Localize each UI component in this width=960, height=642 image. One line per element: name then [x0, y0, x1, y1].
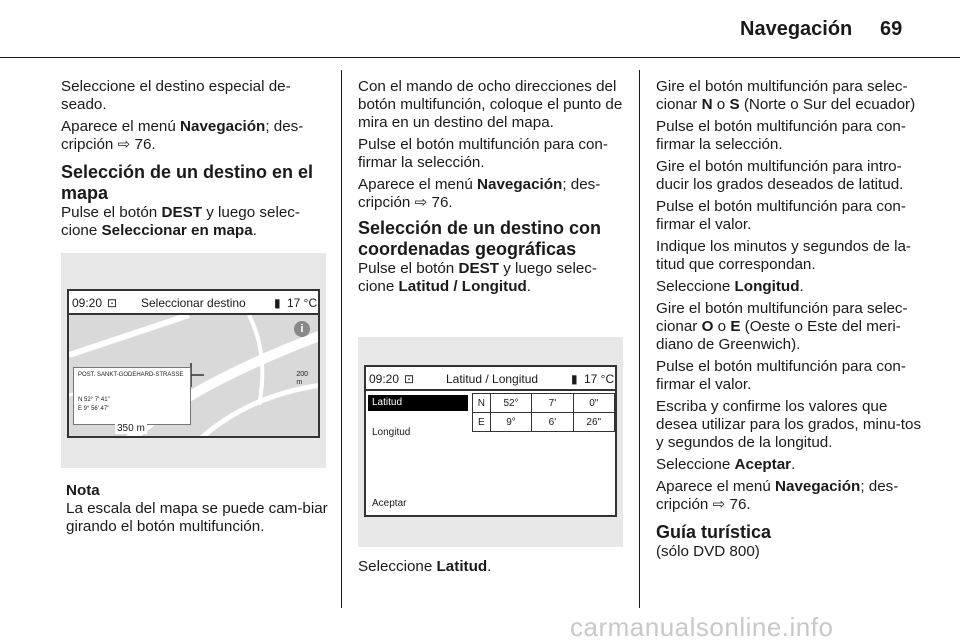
- seconds-cell: 0": [573, 394, 614, 413]
- screen-title: Latitud / Longitud: [446, 372, 539, 386]
- map-scale: 350 m: [117, 423, 145, 434]
- heading-coordinates: Selección de un destino con coordenadas geográficas: [358, 218, 602, 259]
- paragraph: Con el mando de ocho direcciones del botón multifunción, coloque el punto de mira en un destino del mapa.: [358, 78, 623, 131]
- menu-item-latitud: Latitud: [368, 395, 468, 411]
- screen-status-bar: [69, 291, 318, 315]
- option-name: Seleccionar en mapa: [101, 222, 253, 239]
- location-info-box: [73, 367, 191, 425]
- page-ref-arrow-icon: ⇨: [414, 194, 432, 211]
- text: .: [252, 222, 257, 239]
- paragraph: Pulse el botón multifunción para con-firmar el valor.: [656, 198, 906, 233]
- text: y luego selec-cione: [358, 260, 597, 295]
- subheading: (sólo DVD 800): [656, 543, 760, 560]
- coordinates-screen: [364, 365, 617, 517]
- text: .: [487, 558, 492, 575]
- paragraph: Seleccione el destino especial de-seado.: [61, 78, 291, 113]
- text: Seleccione: [656, 456, 735, 473]
- nav-icon: ⊡: [107, 296, 118, 310]
- screen-time: 09:20: [369, 372, 400, 386]
- text: o: [713, 318, 731, 335]
- paragraph: Pulse el botón multifunción para con-firmar la selección.: [358, 136, 608, 171]
- screen-status-bar: [366, 367, 615, 391]
- text: (Norte o Sur del ecuador): [739, 96, 916, 113]
- paragraph: Gire el botón multifunción para intro-ducir los grados deseados de latitud.: [656, 158, 904, 193]
- paragraph: [61, 204, 331, 240]
- paragraph: Pulse el botón multifunción para con-firmar el valor.: [656, 358, 906, 393]
- map-screen-image: [61, 253, 326, 468]
- note-text: La escala del mapa se puede cam-biar girando el botón multifunción.: [66, 500, 328, 535]
- page-ref: 76.: [729, 496, 751, 513]
- paragraph: [656, 478, 924, 514]
- page-header: [0, 0, 960, 58]
- screen-temperature: 17 °C: [287, 296, 318, 310]
- zoom-unit: m: [296, 379, 303, 386]
- thermometer-icon: ▮: [571, 372, 578, 386]
- zoom-scale: [296, 371, 308, 387]
- column-3: [656, 78, 924, 561]
- hemisphere-cell: E: [473, 413, 491, 432]
- option-name: S: [729, 96, 740, 113]
- text: .: [791, 456, 796, 473]
- text: .: [526, 278, 531, 295]
- paragraph: Indique los minutos y segundos de la-titud que correspondan.: [656, 238, 911, 273]
- coordinate-menu: [368, 395, 468, 455]
- text: (Oeste o Este del meri-diano de Greenwich).: [656, 318, 901, 353]
- watermark: carmanualsonline.info: [570, 612, 834, 642]
- paragraph: Escriba y confirme los valores que desea utilizar para los grados, minu-tos y segundos de la longitud.: [656, 398, 922, 451]
- minutes-cell: 7': [532, 394, 573, 413]
- button-name: DEST: [458, 260, 499, 277]
- seconds-cell: 26": [573, 413, 614, 432]
- option-name: Aceptar: [734, 456, 792, 473]
- page-ref-arrow-icon: ⇨: [117, 136, 135, 153]
- paragraph: [61, 118, 331, 154]
- hemisphere-cell: N: [473, 394, 491, 413]
- page-ref: 76.: [134, 136, 156, 153]
- accept-option: Aceptar: [372, 498, 407, 509]
- heading-map-destination: Selección de un destino en el mapa: [61, 162, 314, 203]
- thermometer-icon: ▮: [274, 296, 281, 310]
- minutes-cell: 6': [532, 413, 573, 432]
- column-divider-1: [341, 70, 342, 608]
- section-title: Navegación: [740, 18, 853, 40]
- option-name: Latitud / Longitud: [398, 278, 527, 295]
- text: Aparece el menú: [656, 478, 776, 495]
- button-name: DEST: [161, 204, 202, 221]
- map-view: [69, 315, 318, 436]
- street-name: POST. SANKT-GODEHARD-STRASSE: [78, 372, 184, 378]
- text: Seleccione: [358, 558, 437, 575]
- info-icon: i: [294, 321, 310, 337]
- map-screen: [67, 289, 320, 438]
- text: y luego selec-cione: [61, 204, 300, 239]
- note-title: Nota: [66, 482, 100, 499]
- column-1: [61, 78, 331, 244]
- degrees-cell: 9°: [490, 413, 531, 432]
- text: ; des-cripción: [358, 176, 601, 211]
- text: ; des-cripción: [61, 118, 304, 153]
- menu-name: Navegación: [775, 478, 861, 495]
- column-2-tail: [358, 558, 630, 580]
- menu-name: Navegación: [477, 176, 563, 193]
- coordinates-screen-image: [358, 337, 623, 547]
- text: Pulse el botón: [61, 204, 162, 221]
- option-name: Latitud: [436, 558, 488, 575]
- text: Seleccione: [656, 278, 735, 295]
- screen-title: Seleccionar destino: [141, 296, 246, 310]
- paragraph: [656, 278, 924, 296]
- longitude: E 9° 56' 47": [78, 406, 110, 412]
- paragraph: [358, 558, 630, 576]
- text: Pulse el botón: [358, 260, 459, 277]
- heading-tourist-guide: Guía turística: [656, 522, 772, 542]
- text: ; des-cripción: [656, 478, 899, 513]
- paragraph: [358, 260, 630, 296]
- menu-item-longitud: Longitud: [372, 427, 411, 438]
- option-name: N: [701, 96, 713, 113]
- note-block: [66, 482, 336, 540]
- text: Gire el botón multifunción para selec-cionar: [656, 300, 908, 335]
- page-ref: 76.: [431, 194, 453, 211]
- text: Gire el botón multifunción para selec-cionar: [656, 78, 908, 113]
- paragraph: [656, 300, 924, 354]
- degrees-cell: 52°: [490, 394, 531, 413]
- column-divider-2: [639, 70, 640, 608]
- option-name: Longitud: [734, 278, 800, 295]
- paragraph: Pulse el botón multifunción para con-firmar la selección.: [656, 118, 906, 153]
- option-name: E: [730, 318, 741, 335]
- page-number: 69: [880, 18, 903, 40]
- menu-name: Navegación: [180, 118, 266, 135]
- paragraph: [358, 176, 630, 212]
- paragraph: [656, 78, 924, 114]
- coordinate-row: [473, 394, 615, 413]
- nav-icon: ⊡: [404, 372, 415, 386]
- text: Aparece el menú: [61, 118, 181, 135]
- header-rule: [0, 57, 960, 58]
- text: .: [799, 278, 804, 295]
- zoom-value: 200: [296, 371, 308, 378]
- screen-temperature: 17 °C: [584, 372, 615, 386]
- coordinate-row: [473, 413, 615, 432]
- column-2: [358, 78, 630, 300]
- screen-time: 09:20: [72, 296, 103, 310]
- text: o: [712, 96, 730, 113]
- text: Aparece el menú: [358, 176, 478, 193]
- coordinate-grid: [472, 393, 615, 432]
- paragraph: [656, 456, 924, 474]
- page-ref-arrow-icon: ⇨: [712, 496, 730, 513]
- latitude: N 52° 7' 41": [78, 397, 110, 403]
- option-name: O: [701, 318, 714, 335]
